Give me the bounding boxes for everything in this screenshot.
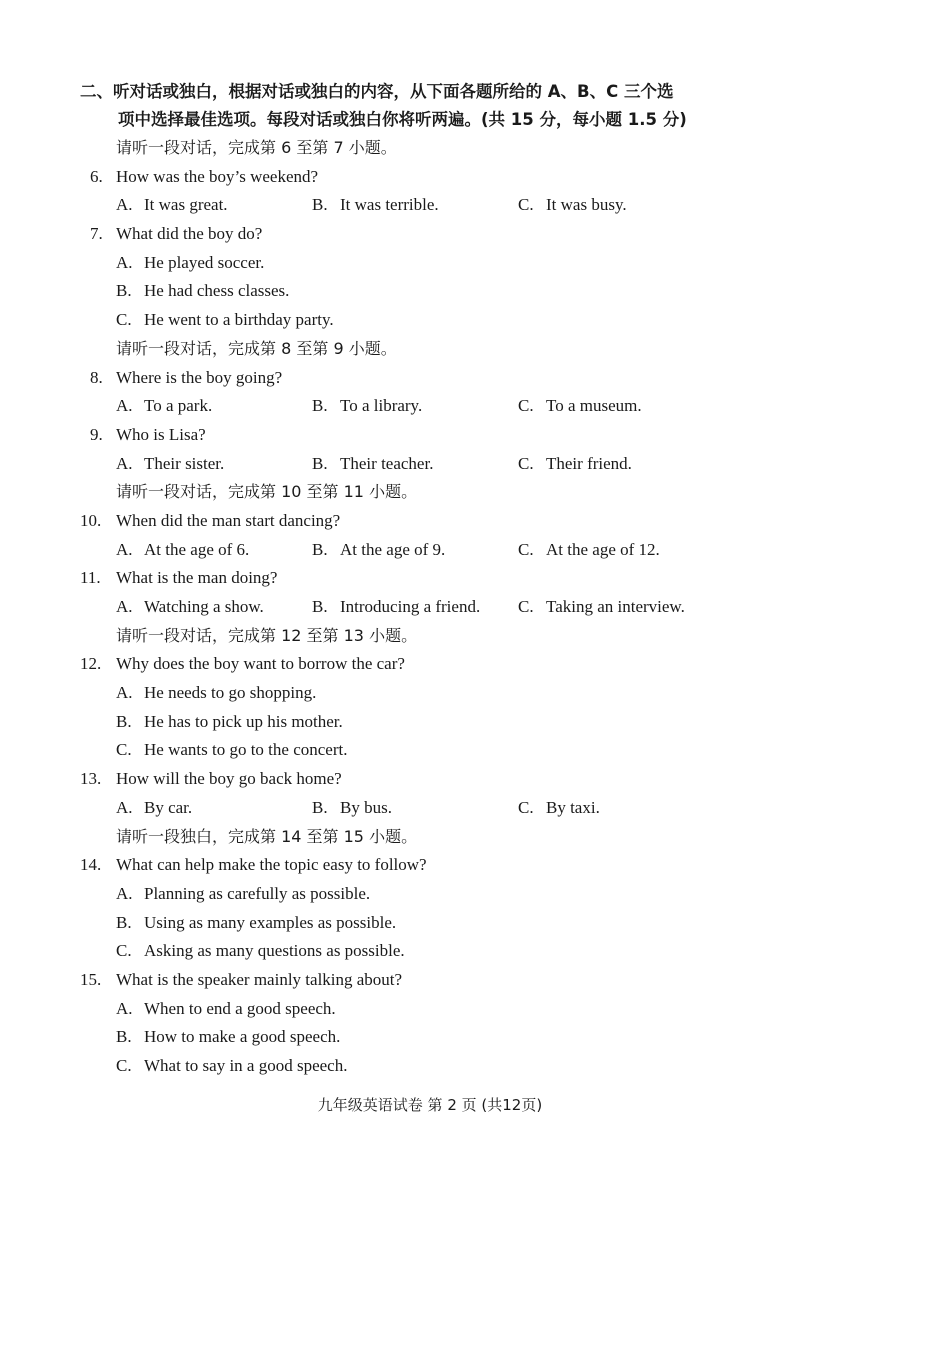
question-number: 12. <box>80 654 102 674</box>
option-b: B. By bus. <box>312 797 392 817</box>
question-number: 14. <box>80 855 102 875</box>
instruction-12-13: 请听一段对话，完成第 12 至第 13 小题。 <box>116 625 418 645</box>
question-9 <box>80 421 780 450</box>
question-13 <box>80 765 780 794</box>
question-10 <box>80 507 780 536</box>
option-a: A. Watching a show. <box>116 597 264 616</box>
question-number: 15. <box>80 969 102 989</box>
option-b: B. Using as many examples as possible. <box>116 912 397 932</box>
question-7 <box>80 220 780 249</box>
option-a: A. He played soccer. <box>116 252 265 272</box>
options-13 <box>80 794 780 823</box>
option-b: B. To a library. <box>312 396 423 416</box>
section-heading-line2: 项中选择最佳选项。每段对话或独白你将听两遍。(共 15 分，每小题 1.5 分) <box>118 110 687 129</box>
option-b: B. At the age of 9. <box>312 539 446 559</box>
question-text: What is the man doing? <box>116 568 278 588</box>
instruction-10-11: 请听一段对话，完成第 10 至第 11 小题。 <box>116 482 418 502</box>
option-a: A. To a park. <box>116 396 213 416</box>
question-text: What did the boy do? <box>116 224 263 244</box>
question-text: Who is Lisa? <box>116 424 206 444</box>
section-heading-line1: 二、听对话或独白，根据对话或独白的内容，从下面各题所给的 A、B、C 三个选 <box>80 82 674 101</box>
option-a: A. Their sister. <box>116 453 225 473</box>
question-8 <box>80 364 780 393</box>
option-b: B. How to make a good speech. <box>116 1027 341 1047</box>
question-number: 6. <box>90 166 103 186</box>
option-b: B. Their teacher. <box>312 453 434 473</box>
option-b: B. He had chess classes. <box>116 281 290 301</box>
option-c: C. He wants to go to the concert. <box>116 740 348 760</box>
option-a: A. It was great. <box>116 195 228 215</box>
options-10 <box>80 536 780 565</box>
page-footer: 九年级英语试卷 第 2 页 (共12页) <box>317 1096 543 1114</box>
question-15 <box>80 966 780 995</box>
instruction-8-9: 请听一段对话，完成第 8 至第 9 小题。 <box>116 338 397 358</box>
option-c: C. At the age of 12. <box>518 539 660 559</box>
option-c: C. Taking an interview. <box>518 597 685 616</box>
options-8 <box>80 392 780 421</box>
options-9 <box>80 450 780 479</box>
option-a: A. Planning as carefully as possible. <box>116 883 371 903</box>
question-6 <box>80 163 780 192</box>
option-c: C. What to say in a good speech. <box>116 1056 348 1075</box>
instruction-6-7: 请听一段对话，完成第 6 至第 7 小题。 <box>116 138 397 157</box>
instruction-14-15: 请听一段独白，完成第 14 至第 15 小题。 <box>116 826 418 846</box>
options-6 <box>80 191 780 220</box>
option-a: A. When to end a good speech. <box>116 998 336 1018</box>
question-number: 8. <box>90 367 103 387</box>
question-text: Where is the boy going? <box>116 367 283 387</box>
option-c: C. It was busy. <box>518 195 627 215</box>
question-number: 10. <box>80 510 102 530</box>
questions-list <box>80 134 780 1081</box>
option-b: B. Introducing a friend. <box>312 597 481 616</box>
option-a: A. By car. <box>116 797 193 817</box>
option-c: C. To a museum. <box>518 396 642 416</box>
option-a: A. At the age of 6. <box>116 539 250 559</box>
question-number: 11. <box>80 568 101 588</box>
options-11 <box>80 593 780 622</box>
question-text: How will the boy go back home? <box>116 769 342 789</box>
question-12 <box>80 650 780 679</box>
option-b: B. It was terrible. <box>312 195 439 215</box>
question-text: Why does the boy want to borrow the car? <box>116 654 405 674</box>
question-11 <box>80 564 780 593</box>
option-c: C. By taxi. <box>518 797 600 817</box>
question-text: What is the speaker mainly talking about? <box>116 969 403 989</box>
question-number: 9. <box>90 424 103 444</box>
option-c: C. He went to a birthday party. <box>116 310 334 330</box>
question-number: 13. <box>80 769 102 789</box>
question-number: 7. <box>90 224 103 244</box>
question-text: How was the boy’s weekend? <box>116 166 319 186</box>
section-heading <box>80 78 770 134</box>
question-text: What can help make the topic easy to follow? <box>116 855 427 875</box>
option-a: A. He needs to go shopping. <box>116 683 317 703</box>
option-b: B. He has to pick up his mother. <box>116 711 343 731</box>
question-14 <box>80 851 780 880</box>
question-text: When did the man start dancing? <box>116 510 341 530</box>
option-c: C. Their friend. <box>518 453 632 473</box>
option-c: C. Asking as many questions as possible. <box>116 941 405 961</box>
